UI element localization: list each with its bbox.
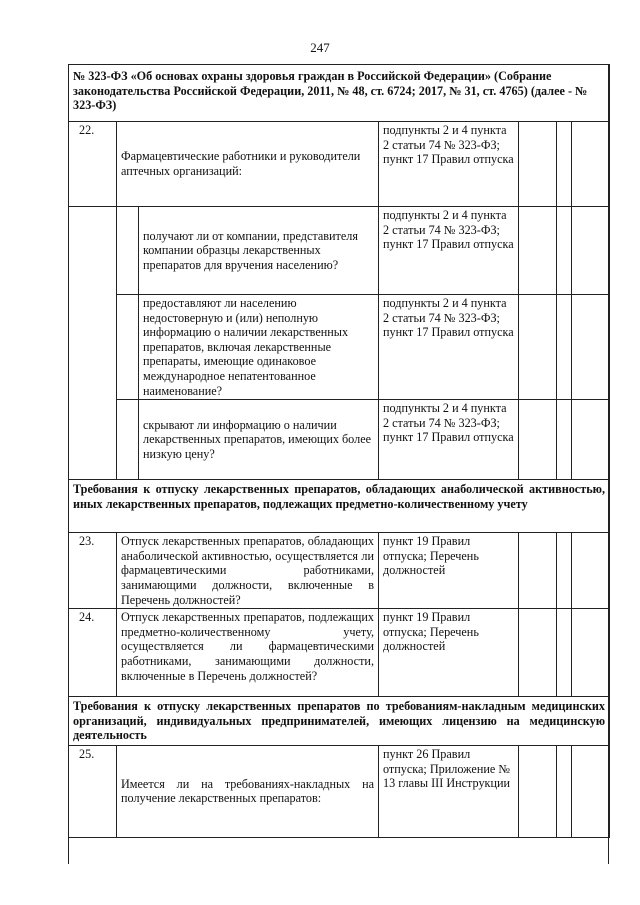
reference-cell: подпункты 2 и 4 пункта 2 статьи 74 № 323-ФЗ; пункт 17 Правил отпуска (379, 400, 519, 480)
empty-cell (69, 295, 117, 400)
table-row (69, 609, 610, 697)
reference-cell: подпункты 2 и 4 пункта 2 статьи 74 № 323-ФЗ; пункт 17 Правил отпуска (379, 207, 519, 295)
empty-cell (572, 533, 610, 609)
section-header-row (69, 697, 610, 746)
law-header: № 323-ФЗ «Об основах охраны здоровья граждан в Российской Федерации» (Собрание законодательства Российской Федерации, 2011, № 48, ст. 6724; 2017, № 31, ст. 4765) (далее - № 323-ФЗ) (69, 65, 610, 122)
reference-cell: пункт 26 Правил отпуска; Приложение № 13 главы III Инструкции (379, 745, 519, 837)
empty-cell (557, 533, 572, 609)
table-row (69, 745, 610, 837)
row-number: 23. (69, 533, 117, 609)
empty-cell (557, 609, 572, 697)
table-row (69, 533, 610, 609)
empty-cell (519, 745, 557, 837)
row-number: 25. (69, 745, 117, 837)
empty-cell (572, 295, 610, 400)
reference-cell: пункт 19 Правил отпуска; Перечень должностей (379, 533, 519, 609)
question-cell: получают ли от компании, представителя компании образцы лекарственных препаратов для вручения населению? (139, 207, 379, 295)
empty-cell (557, 122, 572, 207)
empty-cell (519, 533, 557, 609)
law-header-row (69, 65, 610, 122)
question-cell: предоставляют ли населению недостоверную и (или) неполную информацию о наличии лекарственных препаратов, включая лекарственные препараты, имеющие одинаковое международное непатентованное наименование? (139, 295, 379, 400)
row-number: 24. (69, 609, 117, 697)
reference-cell: пункт 19 Правил отпуска; Перечень должностей (379, 609, 519, 697)
empty-cell (557, 400, 572, 480)
question-cell: скрывают ли информацию о наличии лекарственных препаратов, имеющих более низкую цену? (139, 400, 379, 480)
empty-cell (557, 295, 572, 400)
table-row (69, 122, 610, 207)
reference-cell: подпункты 2 и 4 пункта 2 статьи 74 № 323-ФЗ; пункт 17 Правил отпуска (379, 295, 519, 400)
page-number: 247 (310, 40, 330, 55)
empty-cell (557, 207, 572, 295)
table-row (69, 295, 610, 400)
question-cell: Отпуск лекарственных препаратов, обладающих анаболической активностью, осуществляется ли фармацевтическими работниками, занимающими должности, включенные в Перечень должностей? (117, 533, 379, 609)
empty-cell (519, 122, 557, 207)
reference-cell: подпункты 2 и 4 пункта 2 статьи 74 № 323-ФЗ; пункт 17 Правил отпуска (379, 122, 519, 207)
empty-cell (519, 609, 557, 697)
empty-cell (519, 295, 557, 400)
empty-cell (572, 745, 610, 837)
row-number: 22. (69, 122, 117, 207)
question-cell: Имеется ли на требованиях-накладных на получение лекарственных препаратов: (117, 745, 379, 837)
table-row (69, 400, 610, 480)
empty-cell (557, 745, 572, 837)
empty-cell (69, 400, 117, 480)
empty-cell (117, 400, 139, 480)
empty-cell (572, 609, 610, 697)
question-cell: Отпуск лекарственных препаратов, подлежащих предметно-количественному учету, осуществляется ли фармацевтическими работниками, занимающими должности, включенные в Перечень должностей? (117, 609, 379, 697)
section-title: Требования к отпуску лекарственных препаратов по требованиям-накладным медицинских организаций, индивидуальных предпринимателей, имеющих лицензию на медицинскую деятельность (69, 697, 610, 746)
empty-cell (69, 207, 117, 295)
section-title: Требования к отпуску лекарственных препаратов, обладающих анаболической активностью, иных лекарственных препаратов, подлежащих предметно-количественному учету (69, 480, 610, 533)
section-header-row (69, 480, 610, 533)
empty-cell (117, 207, 139, 295)
question-cell: Фармацевтические работники и руководители аптечных организаций: (117, 122, 379, 207)
table-row (69, 207, 610, 295)
empty-cell (572, 400, 610, 480)
empty-cell (572, 122, 610, 207)
empty-cell (117, 295, 139, 400)
empty-cell (519, 207, 557, 295)
empty-cell (572, 207, 610, 295)
requirements-table (68, 64, 610, 838)
empty-cell (519, 400, 557, 480)
